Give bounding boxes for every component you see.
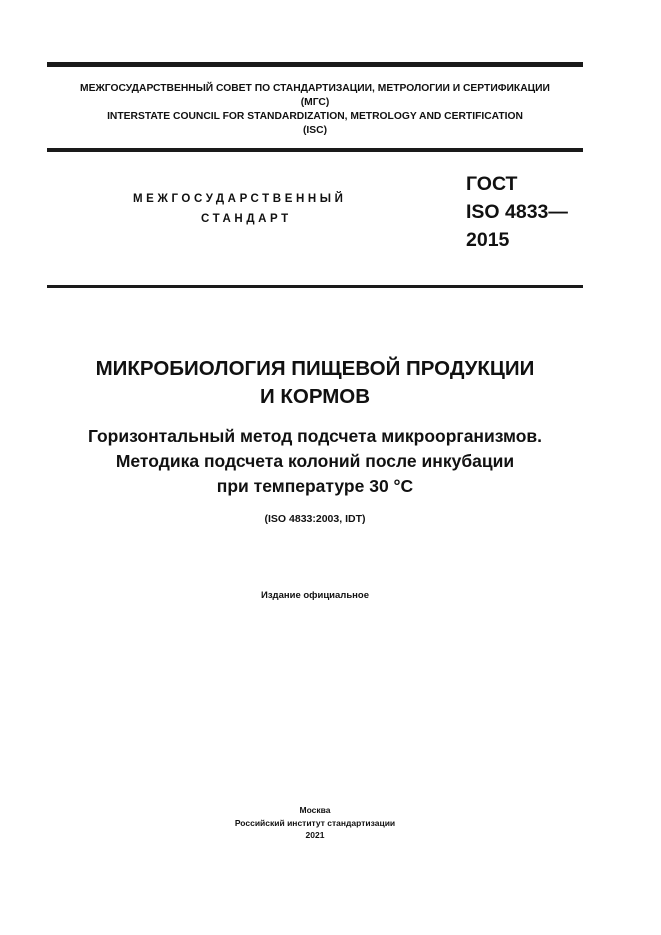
designation-line1: ГОСТ <box>466 173 518 195</box>
title-line1: МИКРОБИОЛОГИЯ ПИЩЕВОЙ ПРОДУКЦИИ <box>95 357 535 380</box>
designation-line3: 2015 <box>466 229 510 251</box>
subtitle-line3: при температуре 30 °C <box>216 476 414 496</box>
council-ru-abbr: (МГС) <box>300 97 330 108</box>
council-header <box>47 82 583 138</box>
council-en: INTERSTATE COUNCIL FOR STANDARDIZATION, METROLOGY AND CERTIFICATION <box>107 111 523 122</box>
designation-rule <box>47 285 583 288</box>
standard-designation <box>466 170 568 254</box>
header-rule <box>47 148 583 152</box>
document-title <box>47 355 583 411</box>
imprint-city: Москва <box>299 805 331 815</box>
council-en-abbr: (ISC) <box>302 125 328 136</box>
standard-type-line1: МЕЖГОСУДАРСТВЕННЫЙ <box>133 193 347 205</box>
edition-note: Издание официальное <box>261 590 369 601</box>
imprint-year: 2021 <box>305 830 325 840</box>
document-subtitle <box>47 424 583 499</box>
council-ru: МЕЖГОСУДАРСТВЕННЫЙ СОВЕТ ПО СТАНДАРТИЗАЦИИ, МЕТРОЛОГИИ И СЕРТИФИКАЦИИ <box>80 83 550 94</box>
imprint-publisher: Российский институт стандартизации <box>234 817 396 828</box>
subtitle-line1: Горизонтальный метод подсчета микроорганизмов. <box>87 426 543 446</box>
iso-reference: (ISO 4833:2003, IDT) <box>264 513 366 525</box>
title-line2: И КОРМОВ <box>259 385 371 408</box>
designation-line2: ISO 4833— <box>466 201 568 223</box>
standard-type-line2: СТАНДАРТ <box>201 213 292 225</box>
top-rule <box>47 62 583 67</box>
imprint <box>47 804 583 842</box>
subtitle-line2: Методика подсчета колоний после инкубации <box>115 451 515 471</box>
